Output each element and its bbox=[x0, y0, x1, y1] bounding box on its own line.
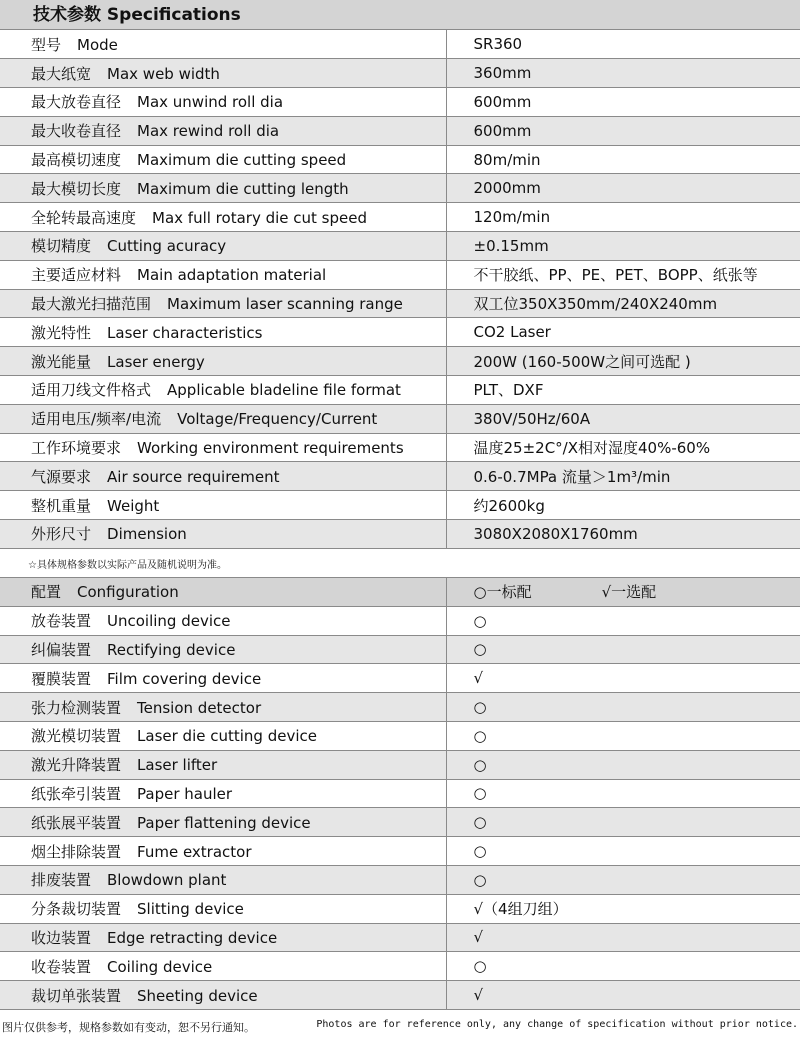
config-row-value: ○ bbox=[446, 606, 800, 635]
spec-row-value: 不干胶纸、PP、PE、PET、BOPP、纸张等 bbox=[446, 260, 800, 289]
config-row-value: √ bbox=[446, 664, 800, 693]
configuration-table-body bbox=[0, 578, 800, 1010]
spec-row-label bbox=[0, 232, 446, 261]
spec-row bbox=[0, 491, 800, 520]
spec-row-value: 约2600kg bbox=[446, 491, 800, 520]
spec-row-value: 3080X2080X1760mm bbox=[446, 520, 800, 549]
config-row-label bbox=[0, 664, 446, 693]
config-row-label-en: Paper hauler bbox=[137, 784, 233, 803]
config-row-label bbox=[0, 750, 446, 779]
spec-row-label-en: Max unwind roll dia bbox=[137, 93, 284, 112]
footer-disclaimer-en: Photos are for reference only, any change of specification without prior notice. bbox=[316, 1019, 798, 1030]
specifications-note: ☆具体规格参数以实际产品及随机说明为准。 bbox=[28, 560, 227, 571]
config-row-label-cn: 放卷装置 bbox=[31, 612, 92, 631]
config-row bbox=[0, 606, 800, 635]
spec-row bbox=[0, 260, 800, 289]
spec-row-label-cn: 最大纸宽 bbox=[31, 64, 92, 83]
spec-row-value: 380V/50Hz/60A bbox=[446, 404, 800, 433]
spec-row bbox=[0, 116, 800, 145]
spec-row-label bbox=[0, 347, 446, 376]
config-row-label bbox=[0, 635, 446, 664]
config-row-label-cn: 张力检测装置 bbox=[31, 698, 122, 717]
config-row-value: ○ bbox=[446, 721, 800, 750]
spec-row-value: 80m/min bbox=[446, 145, 800, 174]
spec-row-label-cn: 最大激光扫描范围 bbox=[31, 295, 152, 314]
spec-row bbox=[0, 318, 800, 347]
spec-row-label-en: Dimension bbox=[107, 525, 187, 544]
spec-row-value: 120m/min bbox=[446, 203, 800, 232]
spec-row-label bbox=[0, 116, 446, 145]
spec-row-label-en: Applicable bladeline file format bbox=[167, 381, 401, 400]
spec-row-label-en: Cutting acuracy bbox=[107, 237, 227, 256]
config-row-label bbox=[0, 923, 446, 952]
specifications-table bbox=[0, 30, 800, 549]
spec-row-label bbox=[0, 30, 446, 59]
config-row-label-cn: 激光升降装置 bbox=[31, 756, 122, 775]
config-row-label-cn: 裁切单张装置 bbox=[31, 986, 122, 1005]
config-row-label-en: Coiling device bbox=[107, 957, 213, 976]
spec-row-label-en: Max rewind roll dia bbox=[137, 122, 280, 141]
config-row-value: ○ bbox=[446, 837, 800, 866]
config-row-label bbox=[0, 606, 446, 635]
spec-row-label bbox=[0, 404, 446, 433]
spec-row-label-en: Main adaptation material bbox=[137, 266, 327, 285]
spec-row-label-cn: 激光能量 bbox=[31, 352, 92, 371]
spec-row-label-en: Voltage/Frequency/Current bbox=[177, 410, 378, 429]
config-row bbox=[0, 750, 800, 779]
config-row bbox=[0, 837, 800, 866]
spec-row-label-cn: 最大模切长度 bbox=[31, 179, 122, 198]
config-row-label-cn: 激光模切装置 bbox=[31, 727, 122, 746]
spec-row-label-cn: 工作环境要求 bbox=[31, 439, 122, 458]
config-row bbox=[0, 779, 800, 808]
spec-row-value: 600mm bbox=[446, 88, 800, 117]
config-row-value: ○ bbox=[446, 779, 800, 808]
configuration-header-en: Configuration bbox=[77, 583, 179, 602]
config-row bbox=[0, 693, 800, 722]
config-row bbox=[0, 981, 800, 1010]
config-row-label-en: Fume extractor bbox=[137, 842, 252, 861]
config-row-label bbox=[0, 837, 446, 866]
spec-row-label-cn: 外形尺寸 bbox=[31, 525, 92, 544]
config-row-label-en: Tension detector bbox=[137, 698, 262, 717]
spec-row-label bbox=[0, 260, 446, 289]
spec-row-label bbox=[0, 289, 446, 318]
config-row bbox=[0, 865, 800, 894]
spec-row bbox=[0, 520, 800, 549]
spec-row-label-cn: 激光特性 bbox=[31, 323, 92, 342]
configuration-table bbox=[0, 577, 800, 1010]
config-row-label bbox=[0, 952, 446, 981]
spec-row-label-cn: 最高模切速度 bbox=[31, 151, 122, 170]
spec-row-value: 温度25±2C°/X相对湿度40%-60% bbox=[446, 433, 800, 462]
spec-row-label-en: Working environment requirements bbox=[137, 439, 404, 458]
spec-row bbox=[0, 462, 800, 491]
config-row-label-cn: 纠偏装置 bbox=[31, 640, 92, 659]
config-row bbox=[0, 635, 800, 664]
configuration-header-row bbox=[0, 578, 800, 607]
spec-row-label-en: Max web width bbox=[107, 64, 220, 83]
spec-row-label bbox=[0, 174, 446, 203]
config-row-label-cn: 排废装置 bbox=[31, 871, 92, 890]
spec-row-label-cn: 型号 bbox=[31, 35, 62, 54]
spec-row-value: 600mm bbox=[446, 116, 800, 145]
spec-row-label bbox=[0, 318, 446, 347]
spec-row-label bbox=[0, 59, 446, 88]
footer-disclaimer-cn: 图片仅供参考，规格参数如有变动，恕不另行通知。 bbox=[2, 1021, 255, 1034]
spec-row-value: SR360 bbox=[446, 30, 800, 59]
spec-row bbox=[0, 145, 800, 174]
spec-row bbox=[0, 30, 800, 59]
spec-row bbox=[0, 203, 800, 232]
config-row bbox=[0, 923, 800, 952]
spec-row-label-cn: 模切精度 bbox=[31, 237, 92, 256]
spec-row bbox=[0, 174, 800, 203]
config-row-label-cn: 收卷装置 bbox=[31, 957, 92, 976]
configuration-header-cn: 配置 bbox=[31, 583, 62, 602]
spec-row-label-en: Mode bbox=[77, 35, 118, 54]
config-row-value: ○ bbox=[446, 693, 800, 722]
spec-row-label bbox=[0, 433, 446, 462]
spec-row-label-en: Laser energy bbox=[107, 352, 205, 371]
config-row bbox=[0, 894, 800, 923]
config-row-value: ○ bbox=[446, 808, 800, 837]
spec-row-label-cn: 最大放卷直径 bbox=[31, 93, 122, 112]
config-row-label-en: Sheeting device bbox=[137, 986, 258, 1005]
config-row-label-en: Uncoiling device bbox=[107, 612, 231, 631]
specifications-title: 技术参数 Specifications bbox=[0, 0, 800, 30]
spec-row-label-en: Laser characteristics bbox=[107, 323, 263, 342]
spec-row-label-en: Maximum die cutting speed bbox=[137, 151, 347, 170]
config-row-label-cn: 纸张展平装置 bbox=[31, 813, 122, 832]
spec-row bbox=[0, 347, 800, 376]
config-row-label-cn: 烟尘排除装置 bbox=[31, 842, 122, 861]
spec-row-value: 200W (160-500W之间可选配 ) bbox=[446, 347, 800, 376]
config-row-label-cn: 纸张牵引装置 bbox=[31, 784, 122, 803]
configuration-header-label bbox=[0, 578, 446, 607]
config-row-label bbox=[0, 808, 446, 837]
spec-row-label bbox=[0, 462, 446, 491]
config-row-value: ○ bbox=[446, 750, 800, 779]
config-row-label-en: Slitting device bbox=[137, 900, 244, 919]
spec-row bbox=[0, 232, 800, 261]
config-row-value: ○ bbox=[446, 952, 800, 981]
config-row bbox=[0, 808, 800, 837]
config-row-label-en: Film covering device bbox=[107, 669, 262, 688]
spec-row-label-cn: 适用刀线文件格式 bbox=[31, 381, 152, 400]
spec-row bbox=[0, 59, 800, 88]
spec-row bbox=[0, 433, 800, 462]
spec-row-label-en: Weight bbox=[107, 496, 160, 515]
config-row-label bbox=[0, 693, 446, 722]
spec-row-value: CO2 Laser bbox=[446, 318, 800, 347]
config-row-value: √（4组刀组） bbox=[446, 894, 800, 923]
spec-row-value: 双工位350X350mm/240X240mm bbox=[446, 289, 800, 318]
spec-row bbox=[0, 88, 800, 117]
config-row-label-en: Rectifying device bbox=[107, 640, 236, 659]
legend-standard: ○一标配 bbox=[473, 583, 532, 602]
spec-row-label bbox=[0, 88, 446, 117]
spec-row-label-cn: 适用电压/频率/电流 bbox=[31, 410, 162, 429]
spec-row bbox=[0, 404, 800, 433]
spec-row-label-en: Maximum laser scanning range bbox=[167, 295, 403, 314]
config-row-value: √ bbox=[446, 923, 800, 952]
spec-row-label-cn: 整机重量 bbox=[31, 496, 92, 515]
config-row-label bbox=[0, 721, 446, 750]
spec-row-label bbox=[0, 203, 446, 232]
config-row bbox=[0, 952, 800, 981]
config-row-label-cn: 覆膜装置 bbox=[31, 669, 92, 688]
config-row bbox=[0, 664, 800, 693]
config-row bbox=[0, 721, 800, 750]
spec-row-label-cn: 最大收卷直径 bbox=[31, 122, 122, 141]
spec-row-label-cn: 气源要求 bbox=[31, 467, 92, 486]
config-row-label-en: Paper flattening device bbox=[137, 813, 311, 832]
spec-row-label-en: Maximum die cutting length bbox=[137, 179, 349, 198]
spec-row-label-cn: 全轮转最高速度 bbox=[31, 208, 137, 227]
config-row-value: √ bbox=[446, 981, 800, 1010]
config-row-label-en: Edge retracting device bbox=[107, 928, 278, 947]
spec-row-label-en: Max full rotary die cut speed bbox=[152, 208, 367, 227]
config-row-label-en: Laser die cutting device bbox=[137, 727, 317, 746]
config-row-label bbox=[0, 779, 446, 808]
spec-row bbox=[0, 289, 800, 318]
config-row-label bbox=[0, 981, 446, 1010]
config-row-label-cn: 分条裁切装置 bbox=[31, 900, 122, 919]
spec-row-label-cn: 主要适应材料 bbox=[31, 266, 122, 285]
spec-row-label-en: Air source requirement bbox=[107, 467, 280, 486]
spec-row-value: 0.6-0.7MPa 流量＞1m³/min bbox=[446, 462, 800, 491]
spec-row-value: ±0.15mm bbox=[446, 232, 800, 261]
config-row-label-en: Blowdown plant bbox=[107, 871, 227, 890]
spec-row-label bbox=[0, 145, 446, 174]
config-row-label-cn: 收边装置 bbox=[31, 928, 92, 947]
config-row-value: ○ bbox=[446, 635, 800, 664]
spec-row-value: 2000mm bbox=[446, 174, 800, 203]
config-row-label bbox=[0, 894, 446, 923]
spec-row-label bbox=[0, 376, 446, 405]
config-row-value: ○ bbox=[446, 865, 800, 894]
spec-row bbox=[0, 376, 800, 405]
config-row-label-en: Laser lifter bbox=[137, 756, 218, 775]
spec-row-label bbox=[0, 520, 446, 549]
specifications-table-body bbox=[0, 30, 800, 548]
legend-optional: √一选配 bbox=[601, 583, 657, 602]
config-row-label bbox=[0, 865, 446, 894]
configuration-legend bbox=[446, 578, 800, 607]
spec-row-value: PLT、DXF bbox=[446, 376, 800, 405]
spec-row-value: 360mm bbox=[446, 59, 800, 88]
spec-row-label bbox=[0, 491, 446, 520]
